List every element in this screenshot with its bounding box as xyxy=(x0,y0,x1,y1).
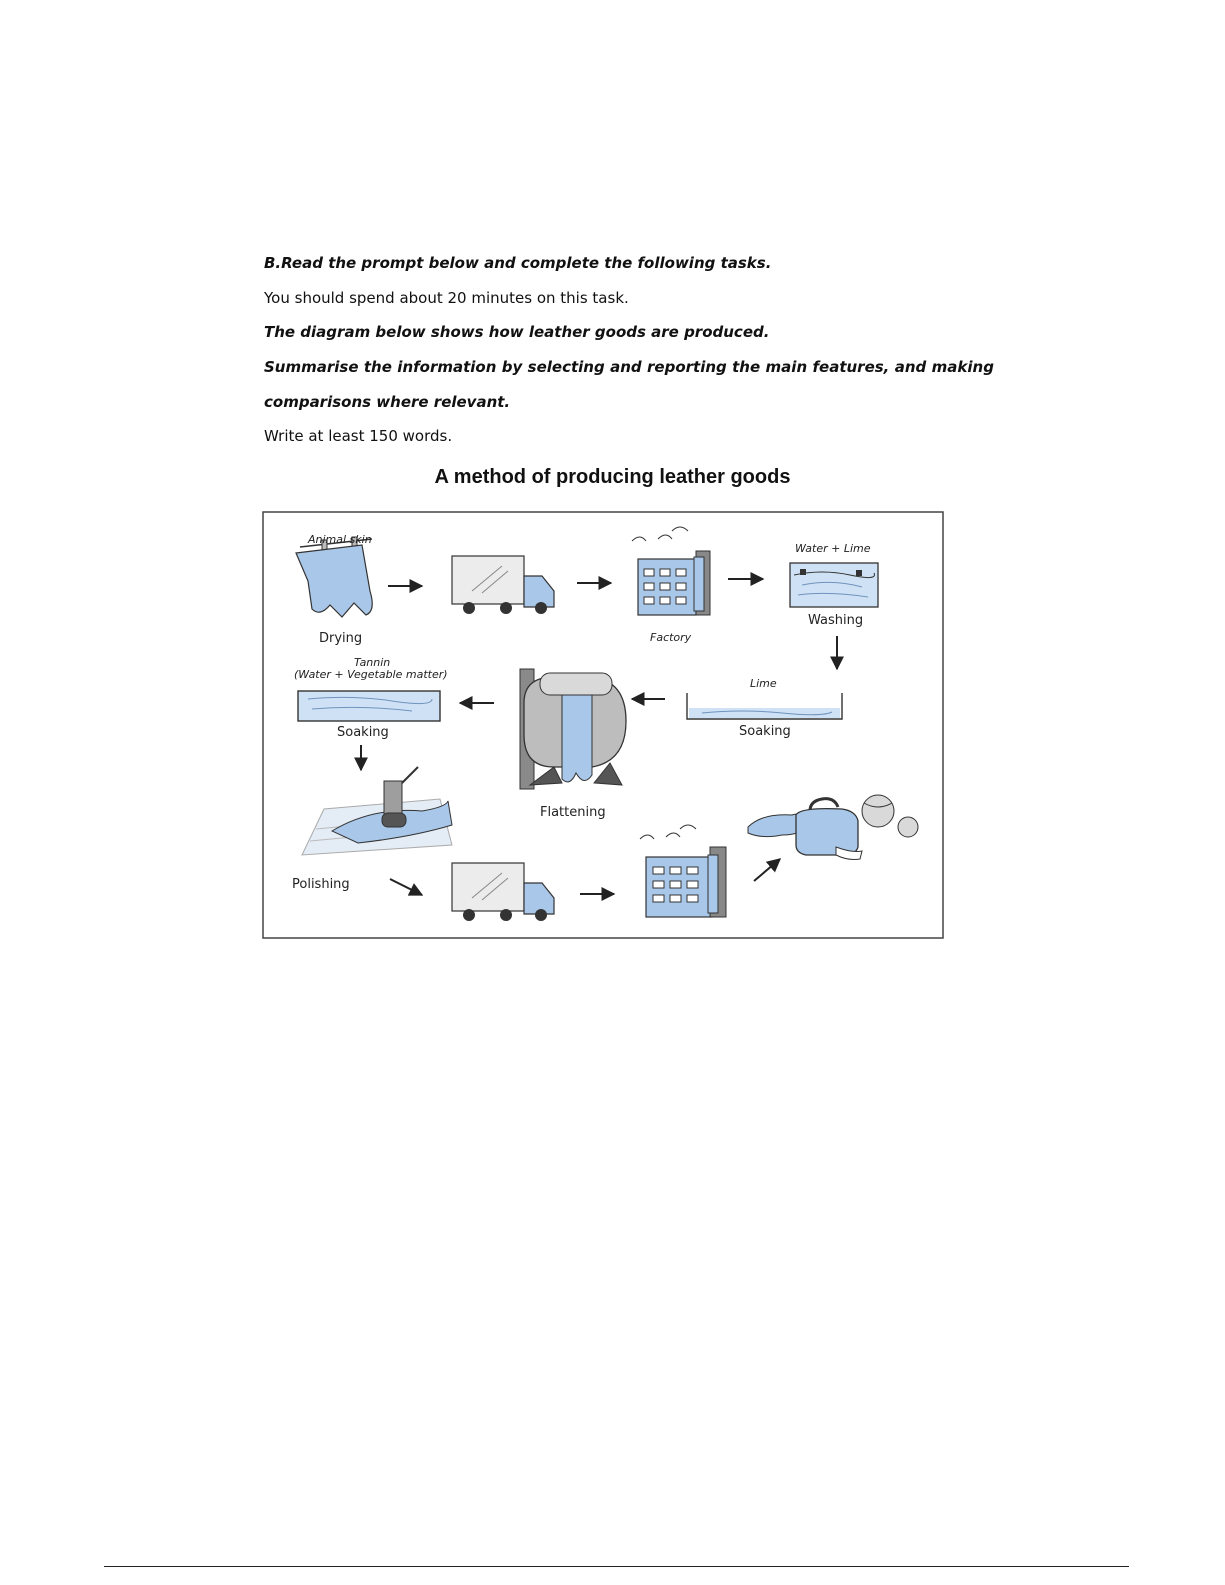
diagram-title: A method of producing leather goods xyxy=(434,466,791,488)
drying-label: Drying xyxy=(319,631,363,646)
summarise-word: and xyxy=(610,358,642,377)
factory-label: Factory xyxy=(650,631,692,644)
summarise-word: by xyxy=(501,358,523,377)
task-prompt xyxy=(264,252,994,460)
tannin-label: Tannin xyxy=(354,656,391,669)
summarise-word: making xyxy=(931,358,994,377)
water-vegetable-label: (Water + Vegetable matter) xyxy=(294,668,448,681)
diagram-intro: The diagram below shows how leather goods are produced. xyxy=(264,323,770,342)
summarise-word: Summarise xyxy=(264,358,359,377)
summarise-word: the xyxy=(363,358,392,377)
page-bottom-rule xyxy=(104,1566,1129,1567)
word-count-instruction: Write at least 150 words. xyxy=(264,427,453,446)
animal-skin-label: Animal skin xyxy=(308,533,372,546)
summarise-word: reporting xyxy=(647,358,727,377)
summarise-word: features, xyxy=(812,358,890,377)
summarise-word: selecting xyxy=(527,358,605,377)
summarise-word: information xyxy=(397,358,497,377)
soaking-lime-label: Soaking xyxy=(739,724,791,739)
flattening-label: Flattening xyxy=(540,805,606,820)
summarise-instruction xyxy=(264,356,994,391)
time-instruction: You should spend about 20 minutes on this task. xyxy=(264,288,629,307)
washing-tank-icon xyxy=(790,563,878,607)
prompt-heading: B.Read the prompt below and complete the following tasks. xyxy=(264,254,772,272)
washing-label: Washing xyxy=(808,613,864,628)
summarise-word: the xyxy=(732,358,761,377)
water-lime-label: Water + Lime xyxy=(795,542,871,555)
process-diagram xyxy=(262,511,944,939)
soaking-tannin-label: Soaking xyxy=(337,725,389,740)
polishing-label: Polishing xyxy=(292,877,350,892)
summarise-word: and xyxy=(894,358,927,377)
comparisons-instruction: comparisons where relevant. xyxy=(264,392,511,411)
summarise-word: main xyxy=(765,358,808,377)
tannin-soaking-tank-icon xyxy=(298,691,440,721)
lime-label: Lime xyxy=(750,677,777,690)
